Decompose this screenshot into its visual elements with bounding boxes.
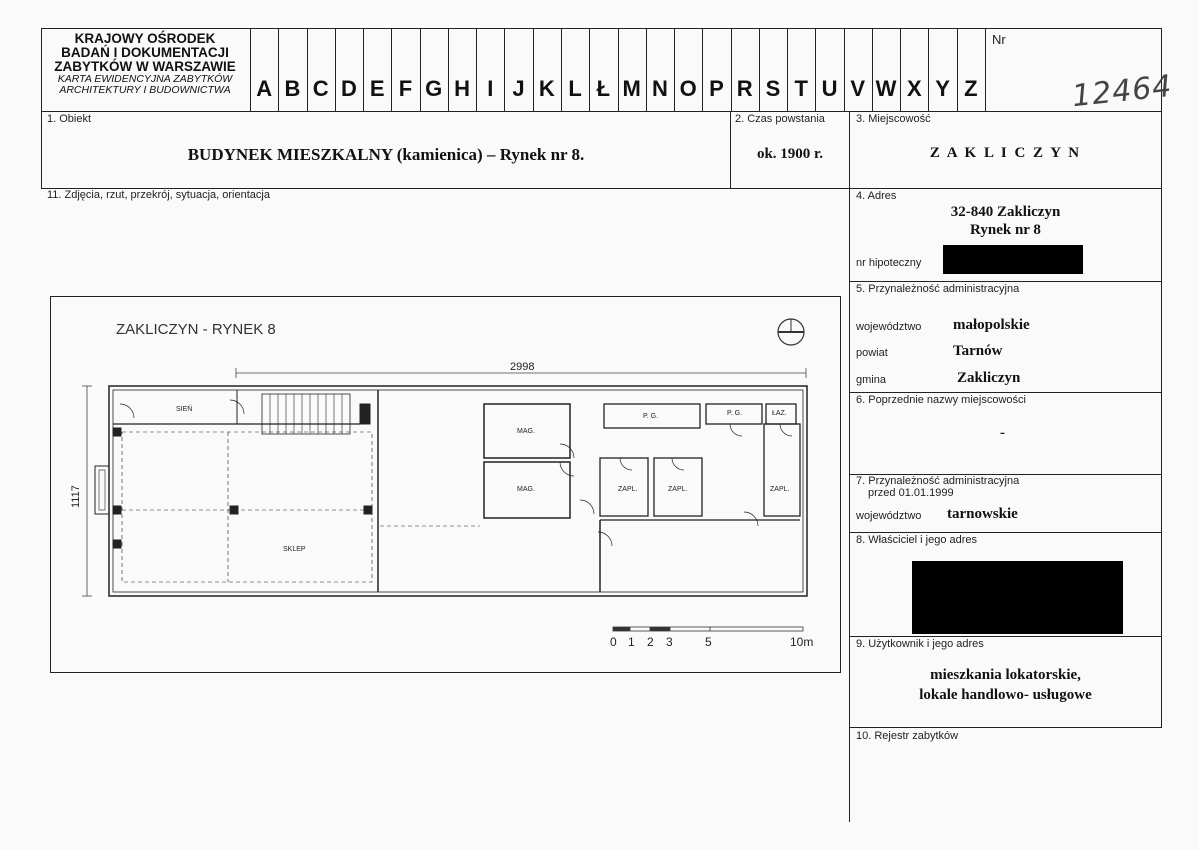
adres-line1: 32-840 Zakliczyn xyxy=(950,204,1061,220)
letter-21: U xyxy=(821,76,838,101)
uzytkownik-line2: lokale handlowo- usługowe xyxy=(919,687,1092,703)
letter-26: Z xyxy=(964,76,978,101)
letter-7: G xyxy=(425,76,443,101)
letter-25: Y xyxy=(935,76,950,101)
letter-12: L xyxy=(568,76,582,101)
room-laz: ŁAZ. xyxy=(772,410,787,417)
letter-5: E xyxy=(369,76,385,101)
letter-8: H xyxy=(454,76,470,101)
room-zapl3: ZAPL. xyxy=(770,486,790,493)
powiat-value: Tarnów xyxy=(953,343,1003,359)
przed1999-woj-label: województwo xyxy=(856,510,922,522)
obiekt-value: BUDYNEK MIESZKALNY (kamienica) – Rynek nr 8. xyxy=(187,145,585,164)
uzytkownik-line1: mieszkania lokatorskie, xyxy=(930,667,1081,683)
letter-24: X xyxy=(906,76,922,101)
woj-label: województwo xyxy=(856,321,922,333)
miejscowosc-label: 3. Miejscowość xyxy=(856,113,931,125)
scale-label-1: 1 xyxy=(628,635,635,649)
letter-18: R xyxy=(736,76,753,101)
gmina-value: Zakliczyn xyxy=(957,370,1021,386)
letter-16: O xyxy=(679,76,697,101)
gmina-label: gmina xyxy=(856,374,886,386)
przed1999-label2: przed 01.01.1999 xyxy=(868,487,954,499)
czas-value: ok. 1900 r. xyxy=(756,146,824,162)
przed1999-label1: 7. Przynależność administracyjna xyxy=(856,475,1020,487)
letter-19: S xyxy=(765,76,781,101)
north-arrow-icon xyxy=(778,319,804,345)
width-dimension-label: 2998 xyxy=(510,361,535,373)
institution-line1: KRAJOWY OŚRODEK xyxy=(74,31,216,46)
nr-value: 12464 xyxy=(1070,68,1174,115)
letter-22: V xyxy=(850,76,866,101)
institution-line2: BADAŃ I DOKUMENTACJI xyxy=(61,45,229,60)
powiat-label: powiat xyxy=(856,347,888,359)
height-dimension xyxy=(82,386,92,596)
scale-label-5: 5 xyxy=(705,635,712,649)
room-sklep: SKLEP xyxy=(283,546,306,553)
scale-label-0: 0 xyxy=(610,635,617,649)
przynaleznosc-label: 5. Przynależność administracyjna xyxy=(856,283,1020,295)
letter-15: N xyxy=(651,76,668,101)
room-mag1: MAG. xyxy=(517,428,535,435)
obiekt-label: 1. Obiekt xyxy=(47,113,92,125)
przed1999-woj-value: tarnowskie xyxy=(947,506,1018,522)
miejscowosc-value: Z A K L I C Z Y N xyxy=(929,145,1082,161)
letter-17: P xyxy=(709,76,724,101)
institution-line3: ZABYTKÓW W WARSZAWIE xyxy=(54,59,236,74)
scale-label-2: 2 xyxy=(647,635,654,649)
room-zapl1: ZAPL. xyxy=(618,486,638,493)
uzytkownik-label: 9. Użytkownik i jego adres xyxy=(856,638,984,650)
scale-label-10: 10m xyxy=(790,635,814,649)
zdjecia-label: 11. Zdjęcia, rzut, przekrój, sytuacja, orientacja xyxy=(47,189,270,201)
letter-11: K xyxy=(538,76,555,101)
adres-label: 4. Adres xyxy=(856,190,897,202)
plan-title: ZAKLICZYN - RYNEK 8 xyxy=(116,321,276,338)
letter-1: A xyxy=(256,76,273,101)
poprzednie-label: 6. Poprzednie nazwy miejscowości xyxy=(856,394,1026,406)
poprzednie-value: - xyxy=(1000,425,1005,441)
room-pg2: P. G. xyxy=(727,410,743,417)
room-pg1: P. G. xyxy=(643,413,659,420)
letter-9: I xyxy=(487,76,494,101)
woj-value: małopolskie xyxy=(953,317,1030,333)
letter-6: F xyxy=(398,76,413,101)
letter-10: J xyxy=(512,76,525,101)
rejestr-label: 10. Rejestr zabytków xyxy=(856,730,959,742)
adres-line2: Rynek nr 8 xyxy=(970,222,1041,238)
letter-3: C xyxy=(312,76,329,101)
card-title-line2: ARCHITEKTURY I BUDOWNICTWA xyxy=(59,84,231,96)
letter-2: B xyxy=(284,76,301,101)
room-zapl2: ZAPL. xyxy=(668,486,688,493)
letter-20: T xyxy=(794,76,808,101)
height-dimension-label: 1117 xyxy=(70,485,82,508)
building-walls xyxy=(95,386,807,596)
letter-23: W xyxy=(875,76,897,101)
czas-label: 2. Czas powstania xyxy=(735,113,825,125)
letter-13: Ł xyxy=(596,76,611,101)
scale-bar xyxy=(613,627,803,631)
card-title-line1: KARTA EWIDENCYJNA ZABYTKÓW xyxy=(57,73,233,85)
hipoteczny-label: nr hipoteczny xyxy=(856,257,922,269)
letter-14: M xyxy=(622,76,641,101)
room-sien: SIEŃ xyxy=(176,406,193,413)
wlasciciel-label: 8. Właściciel i jego adres xyxy=(856,534,978,546)
room-mag2: MAG. xyxy=(517,486,535,493)
scale-label-3: 3 xyxy=(666,635,673,649)
letter-4: D xyxy=(340,76,357,101)
nr-label: Nr xyxy=(992,32,1006,47)
